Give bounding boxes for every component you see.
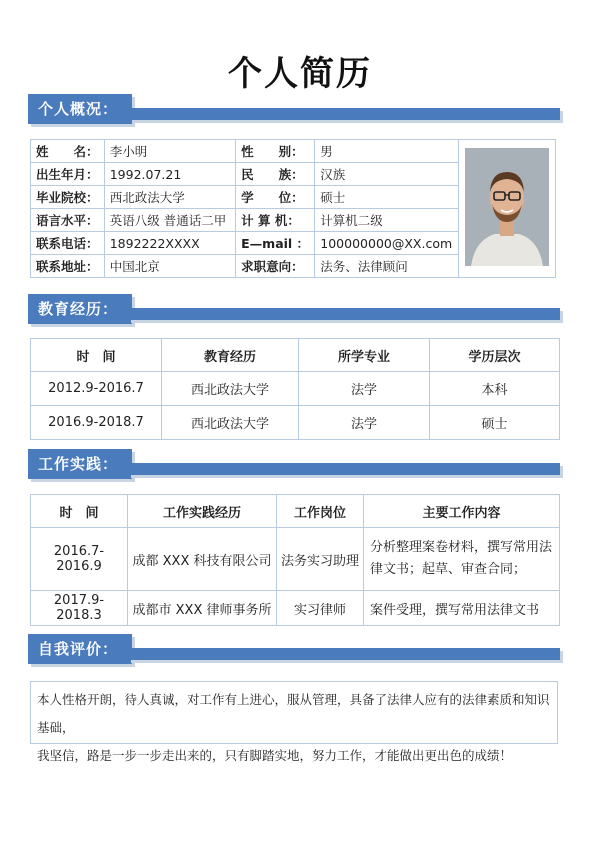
section-header-profile <box>28 94 560 130</box>
work-position: 实习律师 <box>277 591 364 626</box>
value-gender: 男 <box>315 140 458 163</box>
section-bar <box>132 108 560 120</box>
section-title: 工作实践： <box>28 449 132 479</box>
label-objective: 求职意向： <box>236 255 315 278</box>
edu-level: 硕士 <box>430 406 560 440</box>
label-name: 姓 名： <box>31 140 105 163</box>
work-header-time: 时 间 <box>31 495 128 528</box>
self-evaluation-box <box>30 681 558 763</box>
education-table <box>30 338 560 440</box>
profile-table <box>30 139 556 278</box>
label-language: 语言水平： <box>31 209 105 232</box>
edu-header-major: 所学专业 <box>299 339 430 372</box>
edu-major: 法学 <box>299 406 430 440</box>
section-title: 个人概况： <box>28 94 132 124</box>
value-school: 西北政法大学 <box>104 186 235 209</box>
value-degree: 硕士 <box>315 186 458 209</box>
section-header-work <box>28 449 560 485</box>
label-phone: 联系电话： <box>31 232 105 255</box>
work-position: 法务实习助理 <box>277 528 364 591</box>
avatar-photo <box>465 148 549 266</box>
self-eval-line-2: 我坚信，路是一步一步走出来的，只有脚踏实地，努力工作，才能做出更出色的成绩！ <box>37 748 513 763</box>
value-language: 英语八级 普通话二甲 <box>104 209 235 232</box>
section-title: 教育经历： <box>28 294 132 324</box>
label-email: E—mail ： <box>236 232 315 255</box>
table-row <box>31 528 560 591</box>
edu-header-school: 教育经历 <box>162 339 299 372</box>
label-birth: 出生年月： <box>31 163 105 186</box>
value-address: 中国北京 <box>104 255 235 278</box>
edu-time: 2016.9-2018.7 <box>31 406 162 440</box>
value-name: 李小明 <box>104 140 235 163</box>
value-computer: 计算机二级 <box>315 209 458 232</box>
value-email: 100000000@XX.com <box>315 232 458 255</box>
value-phone: 1892222XXXX <box>104 232 235 255</box>
page-title: 个人简历 <box>228 54 372 94</box>
section-bar <box>128 308 560 320</box>
work-company: 成都 XXX 科技有限公司 <box>128 528 277 591</box>
photo-cell <box>458 140 555 278</box>
section-bar <box>128 648 560 660</box>
edu-major: 法学 <box>299 372 430 406</box>
work-content: 案件受理，撰写常用法律文书 <box>364 591 560 626</box>
label-degree: 学 位： <box>236 186 315 209</box>
section-header-education <box>28 294 560 330</box>
work-header-content: 主要工作内容 <box>364 495 560 528</box>
label-computer: 计 算 机： <box>236 209 315 232</box>
edu-level: 本科 <box>430 372 560 406</box>
table-row <box>31 406 560 440</box>
edu-school: 西北政法大学 <box>162 406 299 440</box>
work-content: 分析整理案卷材料，撰写常用法律文书；起草、审查合同； <box>364 528 560 591</box>
work-header-company: 工作实践经历 <box>128 495 277 528</box>
edu-header-time: 时 间 <box>31 339 162 372</box>
section-bar <box>128 463 560 475</box>
value-birth: 1992.07.21 <box>104 163 235 186</box>
table-row <box>31 591 560 626</box>
work-time: 2016.7-2016.9 <box>31 528 128 591</box>
value-ethnicity: 汉族 <box>315 163 458 186</box>
work-company: 成都市 XXX 律师事务所 <box>128 591 277 626</box>
label-school: 毕业院校： <box>31 186 105 209</box>
self-eval-line-1: 本人性格开朗，待人真诚，对工作有上进心，服从管理，具备了法律人应有的法律素质和知识基础， <box>37 692 550 735</box>
work-table <box>30 494 560 626</box>
edu-school: 西北政法大学 <box>162 372 299 406</box>
label-ethnicity: 民 族： <box>236 163 315 186</box>
value-objective: 法务、法律顾问 <box>315 255 458 278</box>
label-address: 联系地址： <box>31 255 105 278</box>
work-header-position: 工作岗位 <box>277 495 364 528</box>
table-row <box>31 372 560 406</box>
label-gender: 性 别： <box>236 140 315 163</box>
work-time: 2017.9-2018.3 <box>31 591 128 626</box>
edu-time: 2012.9-2016.7 <box>31 372 162 406</box>
edu-header-level: 学历层次 <box>430 339 560 372</box>
section-header-self <box>28 634 560 670</box>
section-title: 自我评价： <box>28 634 132 664</box>
